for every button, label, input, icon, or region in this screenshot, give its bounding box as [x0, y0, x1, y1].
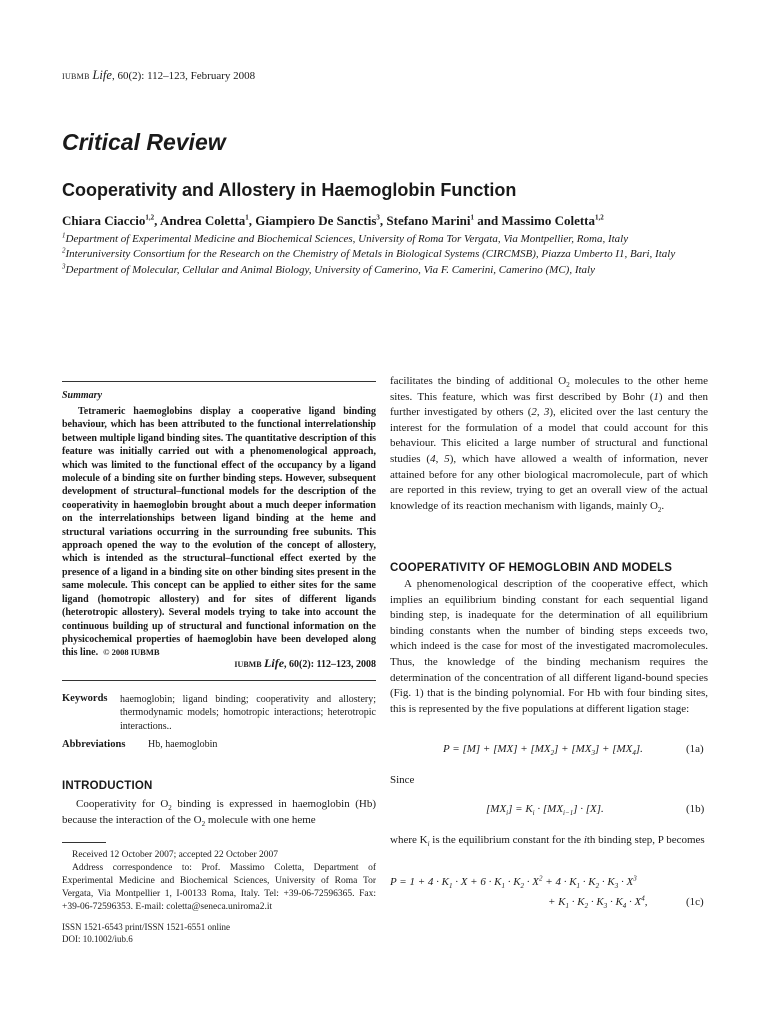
affiliation-text: Department of Molecular, Cellular and Animal Biology, University of Camerino, Via F. Camerini, Camerino (MC), Italy: [65, 263, 595, 276]
author-name: Stefano Marini: [386, 213, 471, 228]
summary-copyright: © 2008 IUBMB: [103, 647, 160, 658]
issn-block: [62, 921, 376, 945]
keywords-block: [62, 693, 376, 733]
affiliation-2: [62, 247, 712, 262]
journal-abbr: IUBMB: [62, 72, 90, 81]
cooperativity-text: A phenomenological description of the cooperative effect, which implies an equilibrium binding constant for each sequential ligand binding step, is inadequate for the determination of all equilibrium binding constants when the number of binding steps exceeds two, which indeed is the case for most of the investigated macromolecules. Thus, the knowledge of the binding mechanism requires the determination of the concentration of all different ligand-bound species (Fig. 1) that is the binding polynomial. For Hb with four binding sites, this is represented by the five populations at different ligation stage:: [390, 578, 708, 715]
intro-cont-part: ,: [536, 406, 544, 419]
footnote: [62, 849, 376, 914]
affiliation-3: [62, 263, 712, 278]
where-part: i: [427, 840, 430, 849]
summary-heading: Summary: [62, 390, 103, 401]
intro-cont-part: .: [661, 499, 665, 512]
introduction-text: Cooperativity for $O_2$ binding is expressed in haemoglobin (Hb) because the interaction of the $O_2$ molecule with one heme: [62, 798, 376, 828]
reference-link: 2: [531, 406, 537, 419]
author-separator: ,: [248, 213, 256, 228]
author-separator: ,: [154, 213, 160, 228]
equation-1c-line1: $P = 1 + 4 \cdot K_1 \cdot X + 6 \cdot K_1 \cdot K_2 \cdot X^2 + 4 \cdot K_1 \cdot K_2 \cdot K_3 \cdot X^3$: [390, 874, 637, 891]
intro-text-part: Cooperativity for O: [76, 798, 169, 810]
summary-text: Tetrameric haemoglobins display a cooperative ligand binding behaviour, which has been attributed to the functional interrelationship between multiple ligand binding sites. The quantitative description of this feature was initially carried out with a phenomenological approach, which was limited to the functional effect of the occupancy by a ligand molecule of a binding site on further binding steps. However, subsequent development of structural–functional models for the description of the cooperativity in haemoglobin brought about a much deeper information on the interrelationships between ligand binding at the heme and structural variations occurring in the surrounding free subunits. This approach opened the way to the evolution of the concept of allostery, which is intended as the structural–functional effect exerted by the presence of a ligand in a binding site on other binding sites present in the same molecule. This concept can be applied to either sites for the same ligand (homotropic allostery) and for sites of different ligands (heterotropic allostery). Several models trying to take into account the continuous building up of structural and functional information on the physicochemical properties of haemoglobin have been developed along this line.: [62, 406, 376, 659]
intro-cont-part: ), elicited over the last century the interest for the formulation of a model that could account for this behaviour. This elicited a large number of structural and functional studies (: [390, 406, 708, 465]
issn-line: ISSN 1521-6543 print/ISSN 1521-6551 online: [62, 922, 231, 932]
equation-1a-number: (1a): [686, 743, 704, 755]
keywords-label: Keywords: [62, 693, 108, 704]
affiliation-text: Interuniversity Consortium for the Research on the Chemistry of Metals in Biological Systems (CIRCMSB), Piazza Umberto I1, Bari, Italy: [65, 248, 676, 261]
equation-1c-number: (1c): [686, 896, 704, 908]
abbreviations-block: [62, 739, 376, 750]
equation-1a: $P = [M] + [MX] + [MX_2] + [MX_3] + [MX_4]$.: [443, 743, 643, 758]
summary-cite-rest: , 60(2): 112–123, 2008: [284, 659, 376, 670]
abbreviations-label: Abbreviations: [62, 739, 126, 750]
journal-header: [62, 68, 255, 83]
keywords-text: haemoglobin; ligand binding; cooperativity and allostery; thermodynamic models; homotropic interactions; heterotropic interactions..: [120, 694, 376, 732]
journal-citation: , 60(2): 112–123, February 2008: [111, 70, 256, 82]
where-part: where K: [390, 834, 428, 846]
article-type: Critical Review: [62, 129, 226, 155]
summary-top-rule: [62, 381, 376, 382]
reference-link: 3: [543, 406, 550, 419]
cooperativity-heading: COOPERATIVITY OF HEMOGLOBIN AND MODELS: [390, 562, 673, 574]
where-part: is the equilibrium constant for the: [429, 834, 584, 846]
reference-link: 4: [430, 452, 436, 465]
equation-1c-line2: + $K_1 \cdot K_2 \cdot K_3 \cdot K_4 \cdot X^4$,: [548, 894, 648, 911]
journal-name: Life: [92, 68, 112, 82]
reference-link: 5: [444, 452, 450, 465]
abbreviations-text: Hb, haemoglobin: [148, 739, 218, 750]
intro-cont-part: molecules to the other heme sites. This feature, which was first described by Bohr (: [390, 375, 709, 403]
intro-text-part: binding is expressed in haemoglobin (Hb) because the interaction of the O: [62, 798, 376, 826]
author-affiliation-mark: 1: [245, 213, 249, 222]
affiliation-text: Department of Experimental Medicine and Biochemical Sciences, University of Roma Tor Vergata, Via Montpellier, Roma, Italy: [65, 233, 629, 245]
affiliation-number: 3: [62, 262, 66, 271]
intro-continued: facilitates the binding of additional $O_2$ molecules to the other heme sites. This feature, which was first described by Bohr (1) and then further investigated by others (2, 3), elicited over the last century the interest for the formulation of a model that could account for this behaviour. This elicited a large number of structural and functional studies (4, 5), which have allowed a wealth of information, never attained before for any other biological macromolecule, part of which are reported in this review, trying to get an overall view of the actual knowledge of its reaction mechanism with ligands, mainly $O_2$.: [390, 375, 709, 514]
affiliation-number: 1: [62, 231, 66, 240]
footnote-address: Address correspondence to: Prof. Massimo Coletta, Department of Experimental Medicine and Biochemical Sciences, University of Roma Tor Vergata, Via Montpellier 1, I-00133 Roma, Italy. Tel: +39-06-72596365. Fax: +39-06-72596353. E-mail: coletta@seneca.uniroma2.it: [62, 863, 376, 912]
equation-1b-number: (1b): [686, 803, 705, 815]
summary-body: [62, 405, 376, 660]
author-affiliation-mark: 1: [470, 213, 475, 222]
affiliation-1: [62, 232, 712, 247]
author-name: Chiara Ciaccio: [62, 213, 146, 228]
author-name: Giampiero De Sanctis: [255, 213, 377, 228]
where-part: th binding step, P becomes: [586, 834, 705, 846]
summary-citation: [62, 656, 376, 671]
article-title: Cooperativity and Allostery in Haemoglobin Function: [62, 180, 517, 200]
summary-cite-name: Life: [264, 656, 285, 670]
since-text: Since: [390, 774, 415, 786]
reference-link: 1: [653, 390, 659, 403]
affiliation-number: 2: [62, 246, 66, 255]
intro-cont-part: ,: [435, 452, 445, 465]
intro-text-part: molecule with one heme: [205, 813, 316, 826]
introduction-heading: INTRODUCTION: [62, 780, 153, 792]
author-affiliation-mark: 1,2: [145, 213, 155, 222]
author-affiliation-mark: 1,2: [595, 213, 604, 222]
author-name: Andrea Coletta: [159, 213, 246, 228]
keywords-top-rule: [62, 680, 376, 681]
intro-cont-part: ), which have allowed a wealth of information, never attained before for any other biological macromolecule, part of which are reported in this review, trying to get an overall view of the actual knowledge of its reaction mechanism with ligands, mainly O: [390, 452, 709, 512]
footnote-rule: [62, 842, 106, 843]
intro-cont-part: facilitates the binding of additional O: [390, 375, 567, 387]
author-list: [62, 213, 604, 229]
intro-cont-part: ) and then further investigated by others (: [390, 390, 709, 419]
footnote-received: Received 12 October 2007; accepted 22 October 2007: [72, 850, 279, 860]
author-name: Massimo Coletta: [501, 213, 596, 228]
author-separator: ,: [379, 213, 387, 228]
author-affiliation-mark: 3: [376, 213, 380, 222]
equation-1b: $[MX_i] = K_i \cdot [MX_{i-1}] \cdot [X]$.: [486, 803, 604, 818]
author-separator: and: [474, 213, 502, 228]
where-text: where $K_i$ is the equilibrium constant for the ith binding step, P becomes: [390, 834, 705, 849]
doi-line: DOI: 10.1002/iub.6: [62, 934, 133, 944]
affiliations: [62, 232, 712, 278]
summary-cite-abbr: IUBMB: [234, 660, 262, 669]
